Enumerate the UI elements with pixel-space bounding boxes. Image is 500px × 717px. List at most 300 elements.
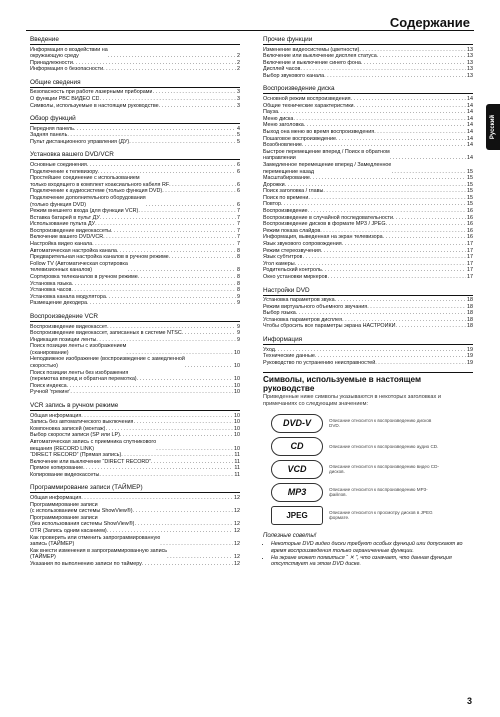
- toc-entry: [30, 343, 240, 356]
- toc-leader-dots: [108, 53, 236, 60]
- toc-entry: [30, 261, 240, 274]
- language-tab: [486, 104, 500, 150]
- toc-entry-title: Чтобы сбросить все параметры экрана НАСТРОЙКИ: [263, 323, 396, 330]
- toc-leader-dots: [151, 459, 233, 466]
- toc-entry-page: 6: [237, 161, 240, 168]
- toc-leader-dots: [169, 254, 236, 261]
- toc-entry: [30, 215, 240, 222]
- toc-entry-title: Как внести изменения в запрограммированную запись (ТАЙМЕР): [30, 547, 168, 561]
- toc-entry-title: Поиск позиции ленты без изображения (перемотка вперед и обратная перемотка): [30, 369, 137, 383]
- symbol-badge: JPEG: [271, 506, 323, 525]
- toc-entry-title: Безопасность при работе лазерными приборами: [30, 89, 153, 96]
- toc-entry-title: Информация, выведенная на экран телевизора: [263, 234, 383, 241]
- toc-leader-dots: [393, 215, 466, 222]
- toc-entry: [30, 248, 240, 255]
- toc-leader-dots: [302, 142, 466, 149]
- toc-entry: [30, 162, 240, 169]
- toc-entry-page: 8: [237, 247, 240, 254]
- symbol-badge: VCD: [271, 460, 323, 479]
- toc-leader-dots: [374, 129, 466, 136]
- toc-leader-dots: [96, 337, 236, 344]
- toc-entry-page: 10: [234, 382, 240, 389]
- toc-leader-dots: [167, 554, 233, 561]
- toc-entry: [30, 234, 240, 241]
- toc-entry-page: 10: [234, 419, 240, 426]
- toc-entry-title: Программирование записи (без использования системы ShowView®): [30, 514, 135, 528]
- toc-leader-dots: [308, 195, 466, 202]
- toc-section-heading: Информация: [263, 336, 473, 345]
- toc-entry-page: 4: [237, 125, 240, 132]
- toc-entry-page: 2: [237, 66, 240, 73]
- toc-entry-title: “DIRECT RECORD” (Прямая запись): [30, 452, 122, 459]
- toc-entry-page: 14: [467, 128, 473, 135]
- toc-entry-page: 9: [237, 323, 240, 330]
- toc-leader-dots: [310, 175, 466, 182]
- toc-entry-title: Сортировка телеканалов в ручном режиме: [30, 274, 138, 281]
- tips-list: [263, 541, 473, 568]
- toc-entry: [263, 347, 473, 354]
- toc-entry-page: 7: [237, 214, 240, 221]
- toc-entry-title: Воспроизведение: [263, 208, 308, 215]
- toc-entry: [30, 66, 240, 73]
- page-number: 3: [466, 696, 472, 706]
- toc-entry-title: Воспроизведение в случайной последовательности: [263, 214, 393, 221]
- toc-entry-title: Включение и выключение синего фона: [263, 59, 361, 66]
- toc-entry-page: 11: [234, 465, 240, 472]
- toc-entry: [30, 370, 240, 383]
- toc-entry-page: 3: [237, 102, 240, 109]
- toc-entry-page: 7: [237, 234, 240, 241]
- toc-entry-page: 14: [467, 102, 473, 109]
- toc-leader-dots: [335, 297, 466, 304]
- toc-section: [263, 336, 473, 366]
- toc-entry-page: 10: [234, 432, 240, 439]
- toc-entry-title: Указания по выполнению записи по таймеру: [30, 560, 142, 567]
- toc-leader-dots: [67, 132, 236, 139]
- toc-entry-page: 16: [467, 208, 473, 215]
- toc-leader-dots: [107, 528, 233, 535]
- toc-leader-dots: [120, 432, 233, 439]
- toc-entry-title: Общая информация: [30, 494, 82, 501]
- toc-entry-title: Родительский контроль: [263, 267, 322, 274]
- toc-entry-page: 12: [234, 521, 240, 528]
- toc-entry-page: 15: [467, 201, 473, 208]
- toc-entry: [30, 337, 240, 344]
- toc-entry-title: Быстрое перемещение вперед / Поиск в обратном направлении: [263, 148, 390, 162]
- toc-leader-dots: [121, 452, 233, 459]
- toc-entry: [30, 287, 240, 294]
- toc-leader-dots: [103, 234, 236, 241]
- toc-entry-page: 6: [237, 201, 240, 208]
- symbol-description: Описание относится к просмотру дисков в JPEG формате.: [329, 509, 433, 521]
- toc-entry-page: 16: [467, 214, 473, 221]
- toc-entry: [263, 234, 473, 241]
- toc-entry: [30, 195, 240, 208]
- toc-entry: [30, 126, 240, 133]
- toc-entry-title: Информация о безопасности: [30, 66, 104, 73]
- toc-leader-dots: [162, 188, 236, 195]
- toc-leader-dots: [81, 413, 233, 420]
- toc-entry-title: Воспроизведение видеокассет, записанных в системе NTSC: [30, 330, 182, 337]
- toc-leader-dots: [126, 350, 233, 357]
- toc-entry: [30, 300, 240, 307]
- toc-entry: [30, 47, 240, 60]
- symbols-heading: Символы, используемые в настоящем руководстве: [263, 372, 473, 393]
- symbol-row: [271, 414, 473, 433]
- toc-leader-dots: [71, 287, 236, 294]
- toc-entry-page: 10: [234, 412, 240, 419]
- toc-entry: [30, 175, 240, 188]
- toc-leader-dots: [99, 472, 233, 479]
- toc-left-sections: [30, 36, 240, 568]
- toc-entry-title: Неподвижное изображение (воспроизведение с замедленной скоростью): [30, 356, 185, 370]
- symbol-description: Описание относится к воспроизведению аудио CD.: [329, 443, 439, 449]
- toc-entry-title: Поиск индекса: [30, 382, 67, 389]
- toc-leader-dots: [336, 136, 466, 143]
- toc-leader-dots: [342, 317, 466, 324]
- toc-entry-page: 19: [467, 346, 473, 353]
- toc-section: [30, 313, 240, 396]
- toc-leader-dots: [74, 126, 236, 133]
- toc-leader-dots: [361, 60, 466, 67]
- toc-entry-page: 14: [467, 142, 473, 149]
- toc-entry: [30, 103, 240, 110]
- toc-leader-dots: [100, 215, 236, 222]
- toc-entry-title: Дорожки: [263, 181, 285, 188]
- toc-entry: [263, 73, 473, 80]
- toc-entry-page: 9: [237, 336, 240, 343]
- toc-entry-title: Режим внешнего входа (для функции VCR): [30, 208, 139, 215]
- toc-entry-title: Как проверить или отменить запрограммированную запись (ТАЙМЕР): [30, 534, 161, 548]
- toc-entry-page: 13: [467, 66, 473, 73]
- toc-entry-title: Включение или выключение дисплея статуса: [263, 53, 377, 60]
- toc-entry-title: Информация о воздействии на окружающую среду: [30, 46, 108, 60]
- toc-entry-title: Копирование видеокассеты: [30, 471, 100, 478]
- toc-entry-page: 14: [467, 95, 473, 102]
- toc-right-sections: [263, 36, 473, 366]
- toc-entry: [30, 502, 240, 515]
- toc-leader-dots: [275, 347, 466, 354]
- toc-section-heading: Общие сведения: [30, 79, 240, 88]
- toc-entry-title: Меню заголовка: [263, 122, 304, 129]
- toc-entry-page: 10: [234, 425, 240, 432]
- toc-entry: [30, 274, 240, 281]
- toc-section: [30, 151, 240, 307]
- toc-leader-dots: [354, 103, 466, 110]
- toc-entry-page: 19: [467, 359, 473, 366]
- toc-leader-dots: [320, 228, 466, 235]
- toc-entry-page: 14: [467, 135, 473, 142]
- toc-entry-title: Воспроизведение видеокассет: [30, 323, 108, 330]
- toc-entry-page: 11: [234, 458, 240, 465]
- toc-entry-page: 7: [237, 208, 240, 215]
- toc-entry-title: Запись без автоматического выключения: [30, 419, 134, 426]
- toc-section-heading: Обзор функций: [30, 115, 240, 124]
- toc-entry: [30, 254, 240, 261]
- toc-entry: [263, 53, 473, 60]
- toc-section: [30, 36, 240, 73]
- toc-entry-page: 14: [467, 155, 473, 162]
- toc-entry: [263, 304, 473, 311]
- toc-section: [263, 85, 473, 280]
- toc-leader-dots: [396, 323, 466, 330]
- toc-entry: [30, 452, 240, 459]
- toc-section: [30, 115, 240, 145]
- toc-entry-page: 17: [467, 260, 473, 267]
- toc-leader-dots: [367, 304, 466, 311]
- toc-leader-dots: [322, 267, 466, 274]
- toc-entry: [263, 195, 473, 202]
- toc-entry-title: Включение или выключение “DIRECT RECORD”: [30, 458, 151, 465]
- toc-entry-title: Повтор: [263, 201, 282, 208]
- symbol-description: Описание относится к воспроизведению дисков DVD.: [329, 417, 432, 429]
- toc-entry-title: Масштабирование: [263, 175, 310, 182]
- toc-entry: [30, 495, 240, 502]
- toc-section: [263, 36, 473, 79]
- symbols-section: [263, 372, 473, 568]
- page-title: Содержание: [389, 15, 470, 30]
- toc-entry-page: 18: [467, 316, 473, 323]
- toc-leader-dots: [281, 201, 466, 208]
- toc-entry-page: 15: [467, 188, 473, 195]
- tips-title: Полезные советы!: [263, 532, 317, 539]
- toc-leader-dots: [92, 241, 236, 248]
- toc-entry-title: Меню диска: [263, 115, 294, 122]
- toc-entry-page: 6: [237, 168, 240, 175]
- toc-entry: [263, 201, 473, 208]
- toc-entry-title: Режим показа слайдов: [263, 227, 321, 234]
- toc-leader-dots: [72, 281, 236, 288]
- toc-entry: [263, 360, 473, 367]
- toc-leader-dots: [99, 96, 236, 103]
- toc-entry-page: 2: [237, 59, 240, 66]
- toc-entry-page: 15: [467, 168, 473, 175]
- toc-entry-title: Установка часов: [30, 287, 72, 294]
- toc-entry: [263, 310, 473, 317]
- toc-entry: [30, 89, 240, 96]
- toc-entry: [30, 535, 240, 548]
- toc-entry-page: 8: [237, 287, 240, 294]
- toc-entry: [30, 432, 240, 439]
- toc-section-heading: Воспроизведение VCR: [30, 313, 240, 322]
- toc-leader-dots: [159, 103, 236, 110]
- symbol-description: Описание относится к воспроизведению видео CD- дисков.: [329, 463, 439, 475]
- tip-item: • На экране может появиться “ ✕ ”, что означает, что данная функция отсутствует на этом DVD диске.: [271, 555, 473, 569]
- toc-leader-dots: [391, 169, 466, 176]
- toc-entry-page: 9: [237, 293, 240, 300]
- toc-entry-page: 5: [237, 132, 240, 139]
- toc-left-column: [30, 36, 240, 574]
- toc-entry-title: Технические данные: [263, 353, 315, 360]
- toc-leader-dots: [70, 389, 233, 396]
- toc-entry: [30, 419, 240, 426]
- toc-leader-dots: [308, 208, 467, 215]
- toc-entry-title: Прямое копирование: [30, 465, 84, 472]
- toc-leader-dots: [67, 383, 233, 390]
- toc-entry-page: 13: [467, 59, 473, 66]
- toc-entry-title: Вставка батарей в пульт ДУ: [30, 214, 100, 221]
- toc-entry: [263, 261, 473, 268]
- toc-entry-title: Символы, используемые в настоящем руководстве: [30, 102, 159, 109]
- toc-entry-page: 18: [467, 310, 473, 317]
- toc-entry: [263, 208, 473, 215]
- toc-entry-page: 6: [237, 181, 240, 188]
- toc-entry: [263, 215, 473, 222]
- toc-entry-title: Включение вашего DVD/VCR: [30, 234, 104, 241]
- toc-leader-dots: [160, 541, 233, 548]
- toc-entry: [263, 129, 473, 136]
- toc-leader-dots: [390, 155, 466, 162]
- toc-leader-dots: [107, 324, 236, 331]
- toc-section: [30, 402, 240, 478]
- toc-entry-page: 14: [467, 115, 473, 122]
- toc-entry: [263, 274, 473, 281]
- tip-item: • Некоторые DVD видео диски требуют особых функций или допускают во время воспроизведения только ограниченные функции.: [271, 541, 473, 555]
- toc-entry-page: 10: [234, 445, 240, 452]
- toc-entry-title: Основные соединения: [30, 161, 87, 168]
- toc-entry-page: 14: [467, 122, 473, 129]
- toc-leader-dots: [169, 182, 236, 189]
- toc-entry: [30, 459, 240, 466]
- toc-entry: [263, 221, 473, 228]
- toc-leader-dots: [146, 202, 236, 209]
- toc-entry-title: Режим стереозвучения: [263, 247, 321, 254]
- toc-entry: [30, 132, 240, 139]
- toc-leader-dots: [386, 221, 466, 228]
- toc-entry-page: 13: [467, 53, 473, 60]
- toc-entry-title: Режим виртуального объемного звучания: [263, 303, 368, 310]
- toc-leader-dots: [324, 73, 466, 80]
- toc-entry: [30, 426, 240, 433]
- toc-entry-title: Принадлежности: [30, 59, 73, 66]
- toc-entry: [263, 162, 473, 175]
- toc-entry: [263, 66, 473, 73]
- toc-leader-dots: [300, 66, 466, 73]
- toc-leader-dots: [95, 221, 236, 228]
- toc-leader-dots: [351, 96, 466, 103]
- toc-entry-page: 16: [467, 221, 473, 228]
- toc-leader-dots: [105, 426, 233, 433]
- toc-entry-page: 19: [467, 353, 473, 360]
- toc-leader-dots: [87, 300, 236, 307]
- toc-entry: [30, 439, 240, 452]
- toc-entry: [30, 281, 240, 288]
- toc-entry-title: Подключение к аудиосистеме (только функция DVD): [30, 188, 163, 195]
- symbol-badge: CD: [271, 437, 323, 456]
- toc-leader-dots: [321, 248, 466, 255]
- toc-entry-title: О функции PBC ВИДЕО CD: [30, 95, 100, 102]
- toc-entry-page: 8: [237, 254, 240, 261]
- toc-entry-title: Руководство по устранению неисправностей: [263, 359, 376, 366]
- toc-entry: [30, 169, 240, 176]
- toc-entry-title: Общая информация: [30, 412, 82, 419]
- toc-leader-dots: [327, 274, 466, 281]
- toc-entry-title: Подключение к телевизору: [30, 168, 98, 175]
- toc-entry-title: Размещение декодера: [30, 300, 87, 307]
- toc-entry-title: Установка языка: [30, 280, 72, 287]
- toc-entry: [263, 353, 473, 360]
- toc-entry-title: Выбор скорости записи (SP или LP): [30, 432, 120, 439]
- toc-leader-dots: [296, 310, 466, 317]
- toc-leader-dots: [98, 169, 236, 176]
- toc-entry: [263, 116, 473, 123]
- toc-entry-title: Предварительная настройка каналов в ручном режиме: [30, 254, 169, 261]
- toc-section-heading: Введение: [30, 36, 240, 45]
- toc-entry-page: 8: [237, 267, 240, 274]
- toc-leader-dots: [383, 234, 466, 241]
- toc-entry-page: 9: [237, 300, 240, 307]
- toc-entry-title: Настройка видео канала: [30, 241, 93, 248]
- toc-entry-page: 17: [467, 274, 473, 280]
- toc-entry-title: Поиск заголовка / главы: [263, 188, 324, 195]
- toc-entry: [30, 96, 240, 103]
- toc-leader-dots: [138, 274, 236, 281]
- toc-entry: [263, 142, 473, 149]
- symbol-description: Описание относится к воспроизведению MP3-файлов.: [329, 486, 428, 498]
- toc-entry-page: 15: [467, 181, 473, 188]
- toc-entry: [263, 323, 473, 330]
- toc-entry: [263, 317, 473, 324]
- toc-entry-page: 12: [234, 541, 240, 548]
- toc-leader-dots: [103, 66, 236, 73]
- toc-entry: [30, 324, 240, 331]
- toc-entry-title: Ручной 'трекинг': [30, 389, 71, 396]
- toc-entry: [30, 515, 240, 528]
- title-rule: [26, 30, 474, 31]
- toc-entry-title: Возобновление: [263, 142, 302, 149]
- toc-leader-dots: [185, 363, 233, 370]
- toc-entry: [30, 294, 240, 301]
- toc-entry-page: 13: [467, 72, 473, 79]
- toc-leader-dots: [375, 360, 466, 367]
- toc-entry-title: Подключение дополнительного оборудования (только функция DVD): [30, 194, 146, 208]
- toc-entry: [263, 149, 473, 162]
- toc-entry: [263, 122, 473, 129]
- toc-section: [263, 287, 473, 330]
- toc-entry-page: 14: [467, 109, 473, 116]
- toc-entry-page: 12: [234, 494, 240, 501]
- toc-entry: [263, 175, 473, 182]
- toc-entry-page: 16: [467, 227, 473, 234]
- toc-entry-title: Уход: [263, 346, 275, 353]
- toc-entry-title: Пульт дистанционного управления (ДУ): [30, 138, 130, 145]
- toc-entry: [30, 472, 240, 479]
- toc-right-column: [263, 36, 473, 568]
- toc-entry-page: 10: [234, 349, 240, 356]
- toc-entry: [263, 297, 473, 304]
- toc-section-heading: Установка вашего DVD/VCR: [30, 151, 240, 160]
- language-tab-label: Русский: [490, 114, 496, 140]
- toc-leader-dots: [293, 116, 466, 123]
- toc-entry-title: Установка канала модулятора: [30, 293, 106, 300]
- toc-leader-dots: [315, 353, 466, 360]
- toc-entry: [263, 136, 473, 143]
- toc-leader-dots: [106, 294, 236, 301]
- toc-section-heading: Воспроизведение диска: [263, 85, 473, 94]
- toc-leader-dots: [304, 122, 466, 129]
- toc-entry-title: Окно установки миркеров: [263, 274, 328, 280]
- toc-entry-title: Установка параметров звука: [263, 297, 335, 304]
- toc-leader-dots: [129, 139, 236, 146]
- toc-leader-dots: [134, 521, 233, 528]
- toc-entry-page: 2: [237, 53, 240, 60]
- symbol-list: [271, 414, 473, 525]
- toc-entry: [263, 254, 473, 261]
- toc-leader-dots: [182, 330, 236, 337]
- toc-entry: [263, 188, 473, 195]
- toc-entry-page: 3: [237, 95, 240, 102]
- toc-entry-title: Язык субтитров: [263, 254, 303, 261]
